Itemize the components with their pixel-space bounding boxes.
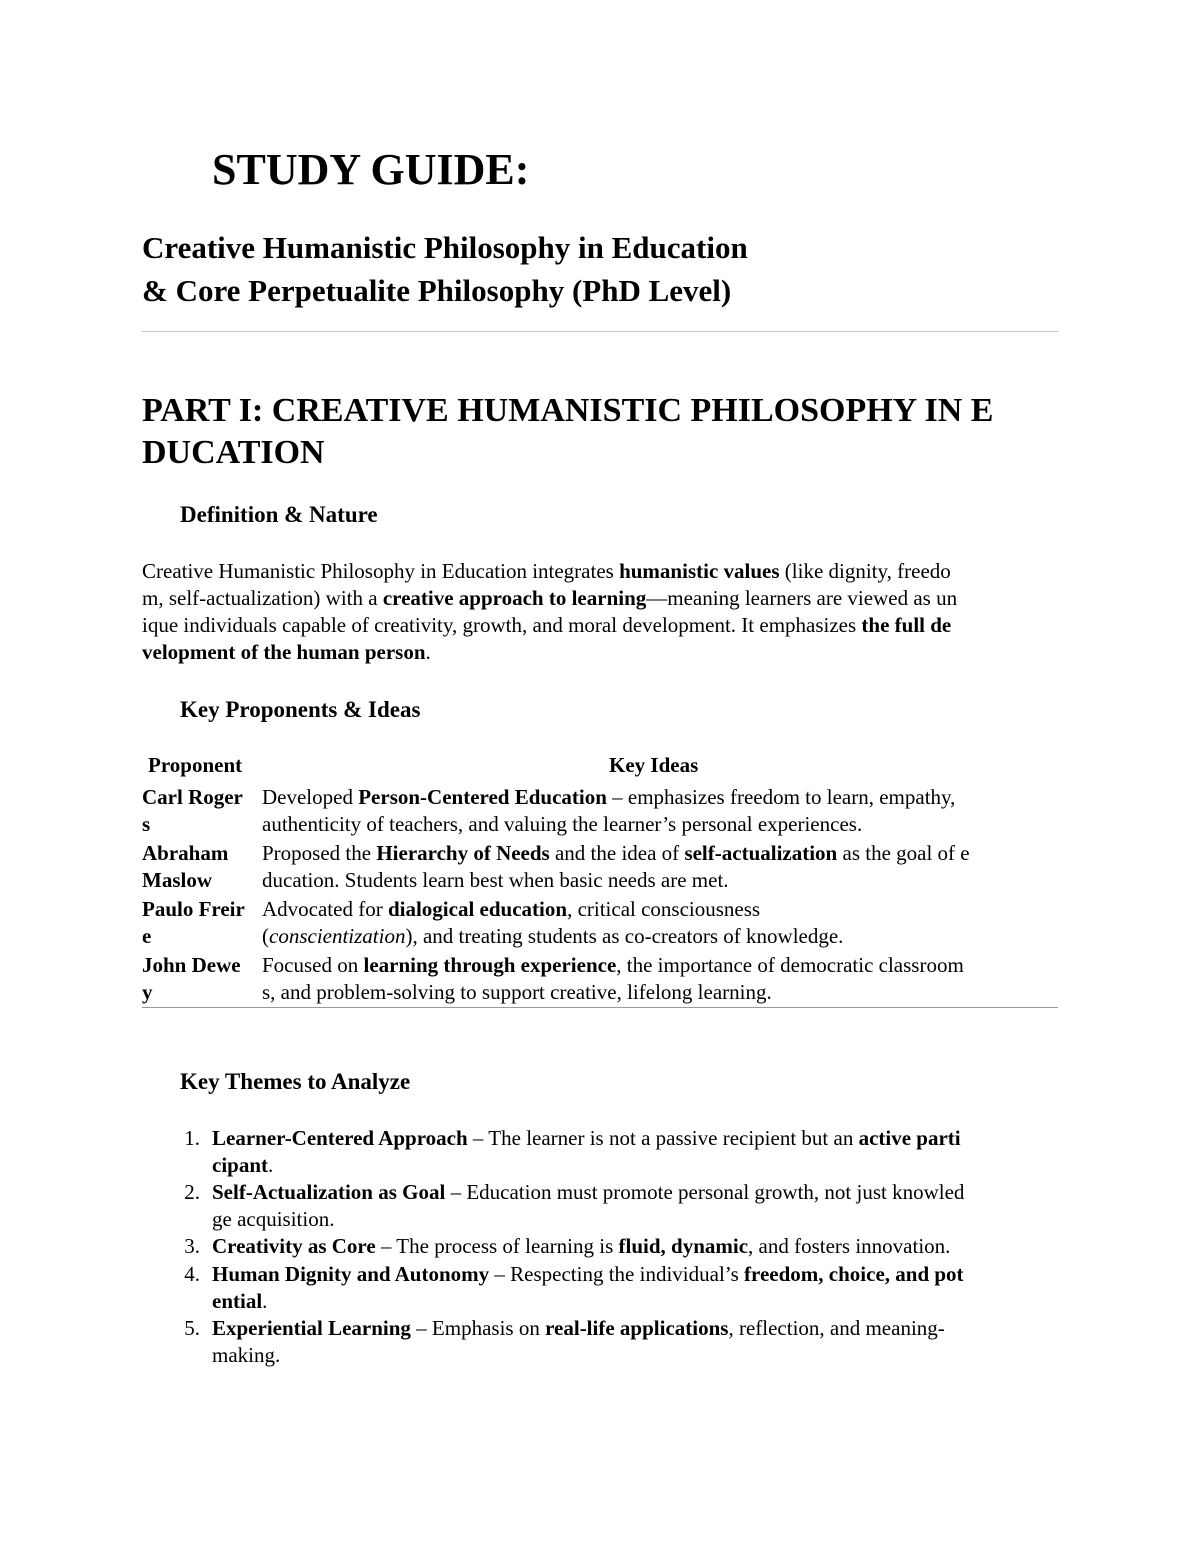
idea-line (262, 896, 1058, 923)
bold-span: humanistic values (619, 559, 780, 583)
themes-heading: Key Themes to Analyze (180, 1069, 411, 1094)
text-span: , and fosters innovation. (748, 1234, 951, 1258)
proponent-name (142, 784, 262, 838)
text-span: as the goal of e (837, 841, 970, 865)
text-span: , the importance of democratic classroom (616, 953, 964, 977)
key-ideas-cell (262, 784, 1058, 838)
column-header-key-ideas: Key Ideas (609, 753, 699, 777)
list-item-text (212, 1179, 1058, 1233)
document-subtitle (142, 226, 1082, 312)
bold-span: creative approach to learning (382, 586, 647, 610)
bold-span: fluid, dynamic (618, 1234, 749, 1258)
text-span: – The learner is not a passive recipient but an (467, 1126, 859, 1150)
document-title: STUDY GUIDE: (212, 145, 530, 194)
text-span: ique individuals capable of creativity, growth, and moral development. It emphasizes (142, 613, 862, 637)
bold-span: self-actualization (684, 841, 838, 865)
name-line: John Dewe (142, 953, 241, 977)
paragraph-line (142, 558, 1058, 585)
list-item-text (212, 1261, 1058, 1315)
text-span: ( (262, 924, 269, 948)
table-row (142, 896, 1058, 952)
bold-span: Learner-Centered Approach (212, 1126, 468, 1150)
subtitle-line-1: Creative Humanistic Philosophy in Education (142, 230, 748, 265)
list-line: ge acquisition. (212, 1207, 335, 1231)
text-span: (like dignity, freedo (779, 559, 951, 583)
paragraph-line (142, 612, 1058, 639)
proponents-heading: Key Proponents & Ideas (180, 697, 421, 722)
text-span: – Emphasis on (410, 1316, 546, 1340)
table-bottom-border (142, 1007, 1058, 1008)
table-row (142, 784, 1058, 840)
list-line: making. (212, 1343, 281, 1367)
text-span: . (268, 1153, 274, 1177)
bold-span: ential (212, 1289, 263, 1313)
bold-span: Hierarchy of Needs (376, 841, 550, 865)
name-line: s (142, 812, 151, 836)
bold-span: the full de (861, 613, 952, 637)
idea-line: authenticity of teachers, and valuing the learner’s personal experiences. (262, 812, 863, 836)
list-number: 1. (184, 1126, 200, 1150)
list-line (212, 1288, 1058, 1315)
paragraph-line (142, 585, 1058, 612)
table-row (142, 840, 1058, 896)
key-ideas-cell (262, 896, 1058, 950)
proponent-name (142, 952, 262, 1006)
bold-span: active parti (858, 1126, 961, 1150)
list-line (212, 1315, 1058, 1342)
key-ideas-cell (262, 840, 1058, 894)
definition-heading: Definition & Nature (180, 502, 378, 527)
part-1-heading-line-2: DUCATION (142, 434, 325, 471)
text-span: , critical consciousness (567, 897, 761, 921)
list-item-text (212, 1233, 1058, 1260)
name-line: Maslow (142, 868, 212, 892)
subtitle-line-2: & Core Perpetualite Philosophy (PhD Level) (142, 273, 732, 308)
text-span: – The process of learning is (375, 1234, 619, 1258)
key-ideas-cell (262, 952, 1058, 1006)
bold-span: cipant (212, 1153, 269, 1177)
bold-span: learning through experience (363, 953, 617, 977)
proponent-name (142, 840, 262, 894)
bold-span: Person-Centered Education (358, 785, 607, 809)
text-span: Creative Humanistic Philosophy in Education integrates (142, 559, 620, 583)
text-span: Focused on (262, 953, 364, 977)
name-line: Carl Roger (142, 785, 243, 809)
list-line (212, 1125, 1058, 1152)
idea-line: s, and problem-solving to support creative, lifelong learning. (262, 980, 772, 1004)
text-span: – Respecting the individual’s (489, 1262, 745, 1286)
bold-span: dialogical education (387, 897, 568, 921)
part-1-heading (142, 390, 1058, 474)
name-line: Abraham (142, 841, 229, 865)
definition-paragraph (142, 558, 1058, 666)
bold-span: real-life applications (545, 1316, 729, 1340)
bold-span: Creativity as Core (212, 1234, 376, 1258)
bold-span: Experiential Learning (212, 1316, 411, 1340)
text-span: Proposed the (262, 841, 377, 865)
list-line (212, 1179, 1058, 1206)
text-span: Developed (262, 785, 359, 809)
list-item-text (212, 1125, 1058, 1179)
idea-line (262, 784, 1058, 811)
text-span: – emphasizes freedom to learn, empathy, (606, 785, 956, 809)
list-number: 3. (184, 1234, 200, 1258)
bold-span: Self-Actualization as Goal (212, 1180, 446, 1204)
text-span: . (425, 640, 431, 664)
text-span: —meaning learners are viewed as un (646, 586, 958, 610)
text-span: Advocated for (262, 897, 388, 921)
part-1-heading-line-1: PART I: CREATIVE HUMANISTIC PHILOSOPHY IN E (142, 392, 994, 429)
list-number: 2. (184, 1180, 200, 1204)
column-header-proponent: Proponent (148, 753, 243, 777)
list-line (212, 1261, 1058, 1288)
paragraph-line (142, 639, 1058, 666)
text-span: , reflection, and meaning- (728, 1316, 945, 1340)
text-span: m, self-actualization) with a (142, 586, 383, 610)
text-span: and the idea of (549, 841, 685, 865)
list-line (212, 1152, 1058, 1179)
bold-span: velopment of the human person (142, 640, 426, 664)
idea-line (262, 952, 1058, 979)
idea-line (262, 923, 1058, 950)
name-line: y (142, 980, 153, 1004)
idea-line: ducation. Students learn best when basic needs are met. (262, 868, 729, 892)
bold-span: freedom, choice, and pot (744, 1262, 964, 1286)
bold-span: Human Dignity and Autonomy (212, 1262, 490, 1286)
idea-line (262, 840, 1058, 867)
name-line: Paulo Freir (142, 897, 245, 921)
list-number: 4. (184, 1262, 200, 1286)
list-line (212, 1233, 1058, 1260)
horizontal-divider (142, 331, 1058, 332)
list-number: 5. (184, 1316, 200, 1340)
text-span: . (262, 1289, 268, 1313)
list-item-text (212, 1315, 1058, 1369)
table-row (142, 952, 1058, 1008)
proponent-name (142, 896, 262, 950)
name-line: e (142, 924, 152, 948)
text-span: ), and treating students as co-creators of knowledge. (405, 924, 844, 948)
text-span: – Education must promote personal growth, not just knowled (445, 1180, 965, 1204)
italic-span: conscientization (269, 924, 406, 948)
